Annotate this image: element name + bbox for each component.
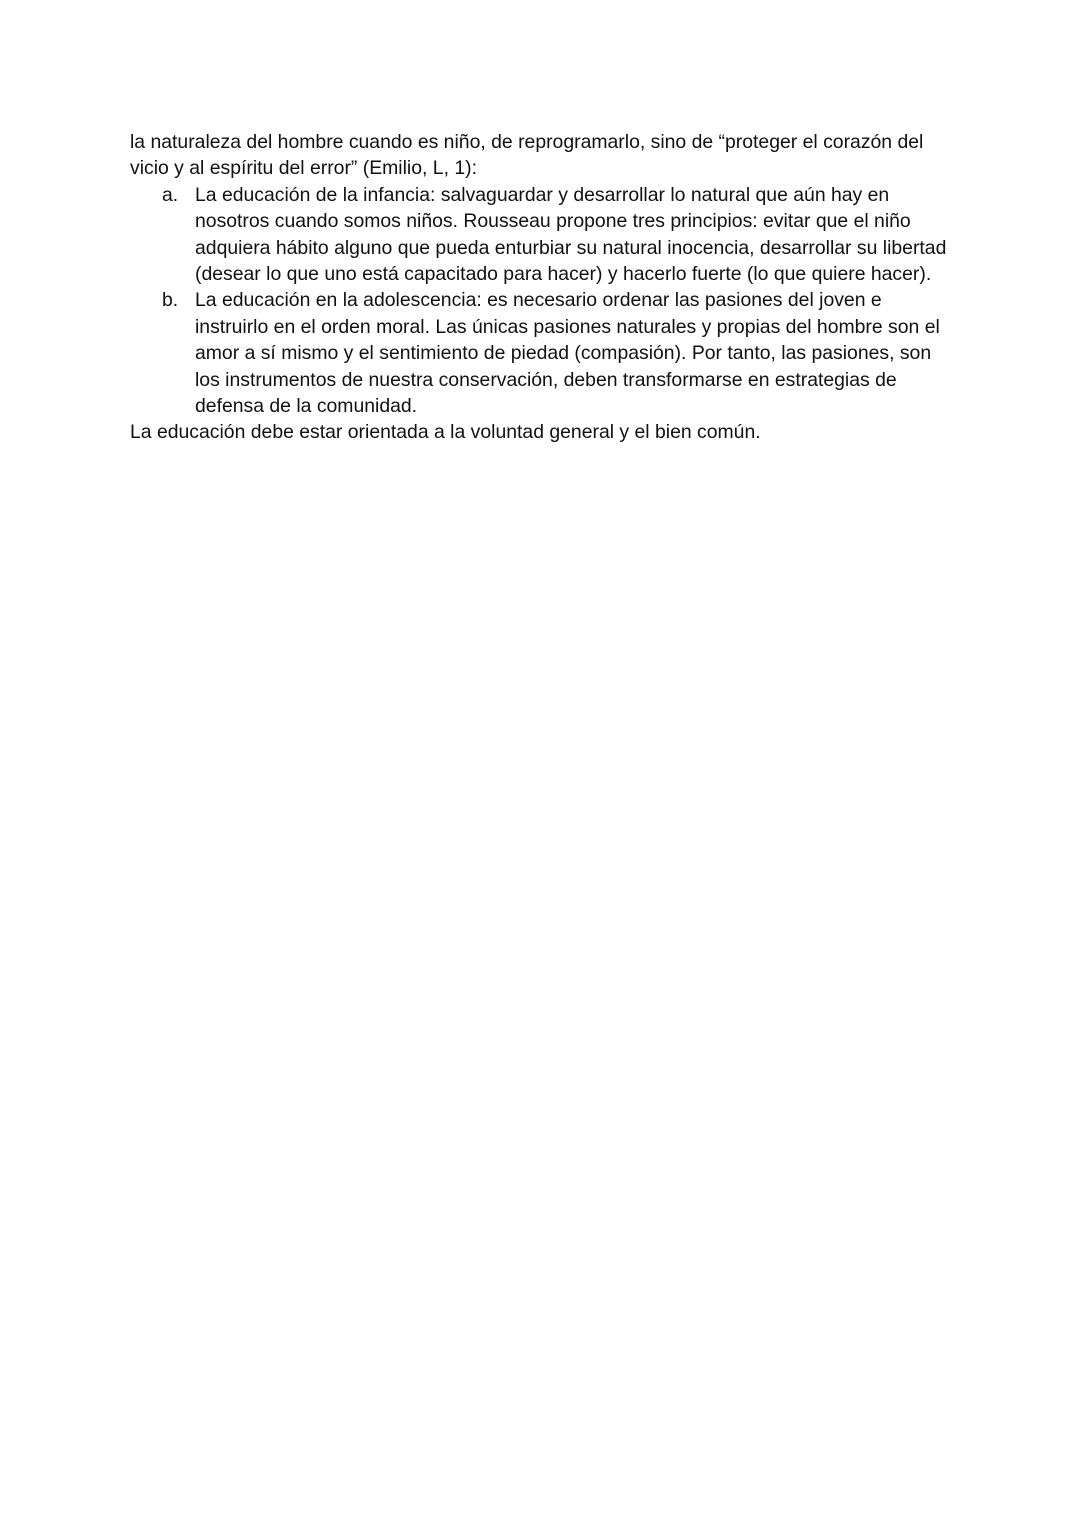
list-item-text: La educación de la infancia: salvaguardar y desarrollar lo natural que aún hay en nosotros cuando somos niños. Rousseau propone tres principios: evitar que el niño adquiera hábito alguno que pueda enturbiar su natural inocencia, desarrollar su libertad (desear lo que uno está capacitado para hacer) y hacerlo fuerte (lo que quiere hacer).	[195, 183, 947, 286]
list-item	[130, 287, 960, 419]
list-marker: a.	[162, 183, 179, 206]
education-list	[130, 182, 960, 420]
list-item-text: La educación en la adolescencia: es necesario ordenar las pasiones del joven e instruirlo en el orden moral. Las únicas pasiones naturales y propias del hombre son el amor a sí mismo y el sentimiento de piedad (compasión). Por tanto, las pasiones, son los instrumentos de nuestra conservación, deben transformarse en estrategias de defensa de la comunidad.	[195, 289, 940, 418]
conclusion-paragraph: La educación debe estar orientada a la voluntad general y el bien común.	[130, 421, 761, 444]
list-marker: b.	[162, 289, 179, 312]
list-item	[130, 182, 960, 288]
document-page	[130, 129, 960, 446]
intro-paragraph: la naturaleza del hombre cuando es niño, de reprogramarlo, sino de “proteger el corazón del vicio y al espíritu del error” (Emilio, L, 1):	[130, 131, 924, 180]
